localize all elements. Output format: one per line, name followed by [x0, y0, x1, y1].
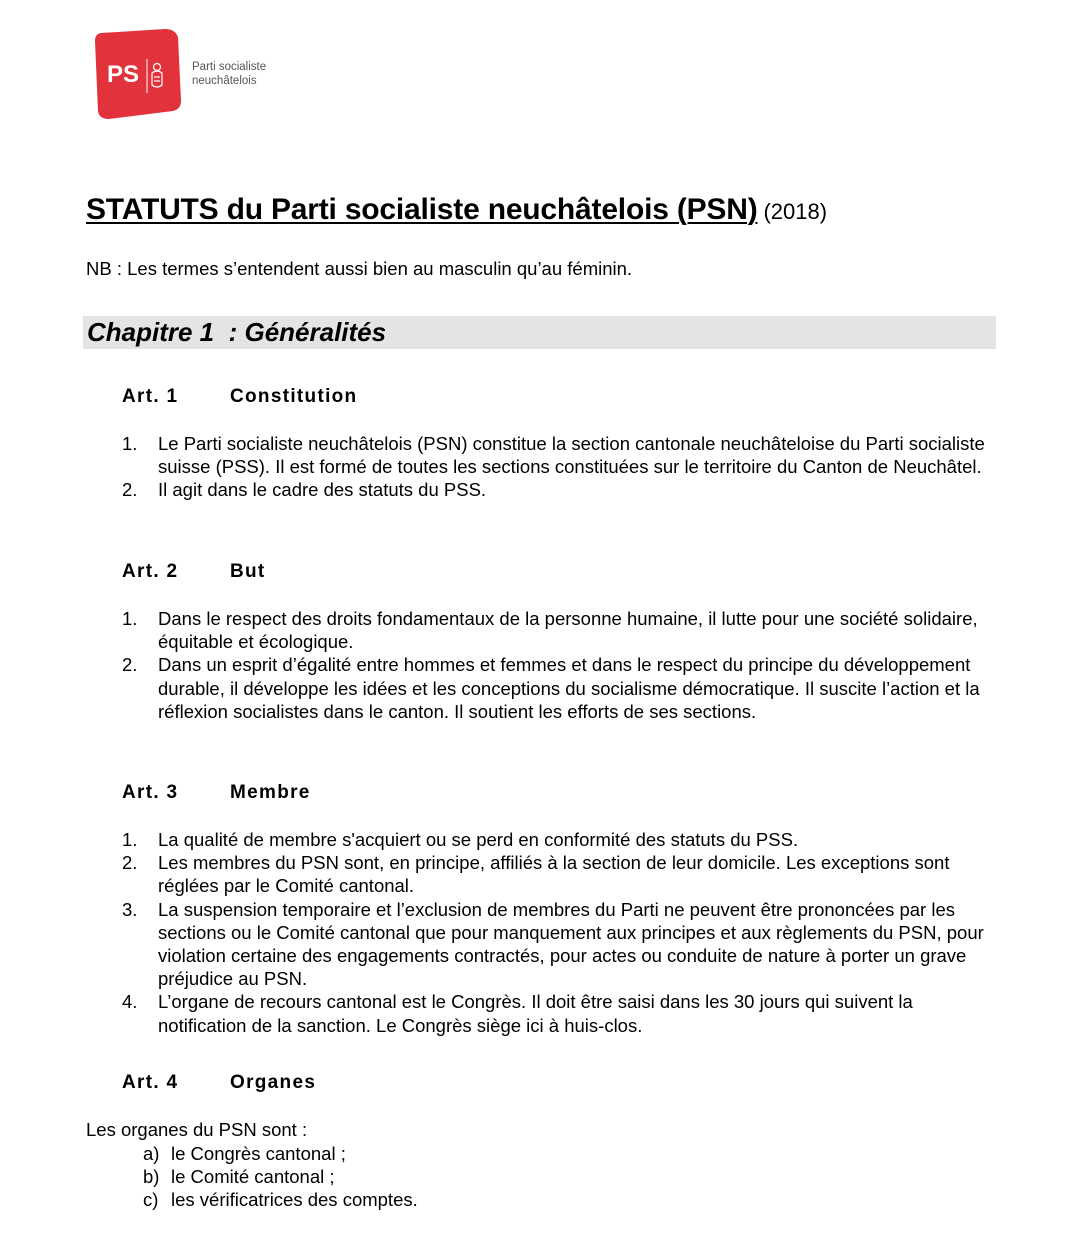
article-title: Membre: [230, 782, 311, 803]
list-marker: 2.: [122, 852, 138, 874]
list-item: [122, 478, 992, 501]
article-4-heading: [122, 1072, 316, 1094]
party-name: [192, 60, 266, 88]
list-text: Dans un esprit d’égalité entre hommes et femmes et dans le respect du principe du développement durable, il développe les idées et les conceptions du socialisme démocratique. Il suscite l’action et la réflexion socialistes dans le canton. Il soutient les efforts de ses sections.: [158, 654, 980, 722]
list-item: [143, 1165, 418, 1188]
list-item: [122, 851, 992, 897]
article-2-list: [122, 607, 992, 723]
list-item: [122, 828, 992, 851]
list-item: [143, 1188, 418, 1211]
party-name-line1: Parti socialiste: [192, 61, 267, 73]
list-marker: 2.: [122, 654, 138, 676]
party-logo: [95, 29, 181, 119]
list-marker: b): [143, 1166, 160, 1187]
list-item: [122, 653, 992, 723]
article-title: But: [230, 561, 266, 582]
list-item: [122, 607, 992, 653]
list-marker: 1.: [122, 608, 138, 629]
article-number: Art. 3: [122, 782, 179, 803]
ps-logo-mark-icon: [95, 29, 181, 119]
title-year: (2018): [763, 199, 828, 224]
chapter-heading: [83, 316, 996, 349]
article-number: Art. 2: [122, 561, 179, 582]
list-text: les vérificatrices des comptes.: [171, 1189, 418, 1210]
list-text: Dans le respect des droits fondamentaux de la personne humaine, il lutte pour une société solidaire, équitable et écologique.: [158, 608, 978, 653]
list-item: [122, 432, 992, 478]
party-name-line2: neuchâtelois: [192, 75, 257, 87]
article-title: Organes: [230, 1072, 317, 1093]
list-text: La suspension temporaire et l’exclusion de membres du Parti ne peuvent être prononcées par les sections ou le Comité cantonal que pour manquement aux principes et aux règlements du PSN, pour violation certaine des engagements contractés, pour actes ou conduite de nature à porter un grave préjudice au PSN.: [158, 898, 984, 990]
list-text: le Comité cantonal ;: [171, 1166, 335, 1187]
organes-intro: Les organes du PSN sont :: [86, 1119, 308, 1140]
article-number: Art. 4: [122, 1072, 179, 1093]
list-item: [122, 898, 992, 991]
list-marker: a): [143, 1143, 160, 1164]
gender-note: NB : Les termes s’entendent aussi bien au masculin qu’au féminin.: [86, 258, 633, 279]
list-marker: 1.: [122, 829, 138, 850]
list-text: Il agit dans le cadre des statuts du PSS.: [158, 479, 487, 501]
document-title: [86, 193, 827, 227]
svg-text:PS: PS: [107, 61, 140, 88]
list-marker: 2.: [122, 479, 138, 501]
list-marker: c): [143, 1189, 159, 1210]
article-3-list: [122, 828, 992, 1037]
list-item: [122, 990, 992, 1036]
article-title: Constitution: [230, 386, 358, 407]
list-marker: 4.: [122, 991, 138, 1013]
article-3-heading: [122, 782, 311, 804]
list-marker: 3.: [122, 898, 138, 920]
list-text: L’organe de recours cantonal est le Congrès. Il doit être saisi dans les 30 jours qui suivent la notification de la sanction. Le Congrès siège ici à huis-clos.: [158, 991, 913, 1036]
article-2-heading: [122, 561, 266, 583]
chapter-title: Chapitre 1 : Généralités: [87, 317, 387, 347]
list-text: Les membres du PSN sont, en principe, affiliés à la section de leur domicile. Les exceptions sont réglées par le Comité cantonal.: [158, 852, 950, 897]
list-text: Le Parti socialiste neuchâtelois (PSN) constitue la section cantonale neuchâteloise du Parti socialiste suisse (PSS). Il est formé de toutes les sections constituées sur le territoire du Canton de Neuchâtel.: [158, 433, 985, 478]
article-4-list: [143, 1142, 418, 1211]
list-text: le Congrès cantonal ;: [171, 1143, 346, 1164]
article-1-list: [122, 432, 992, 502]
article-number: Art. 1: [122, 386, 179, 407]
list-marker: 1.: [122, 433, 138, 454]
list-text: La qualité de membre s'acquiert ou se perd en conformité des statuts du PSS.: [158, 829, 799, 850]
title-text: STATUTS du Parti socialiste neuchâtelois (PSN): [86, 193, 758, 226]
list-item: [143, 1142, 418, 1165]
article-1-heading: [122, 386, 357, 408]
